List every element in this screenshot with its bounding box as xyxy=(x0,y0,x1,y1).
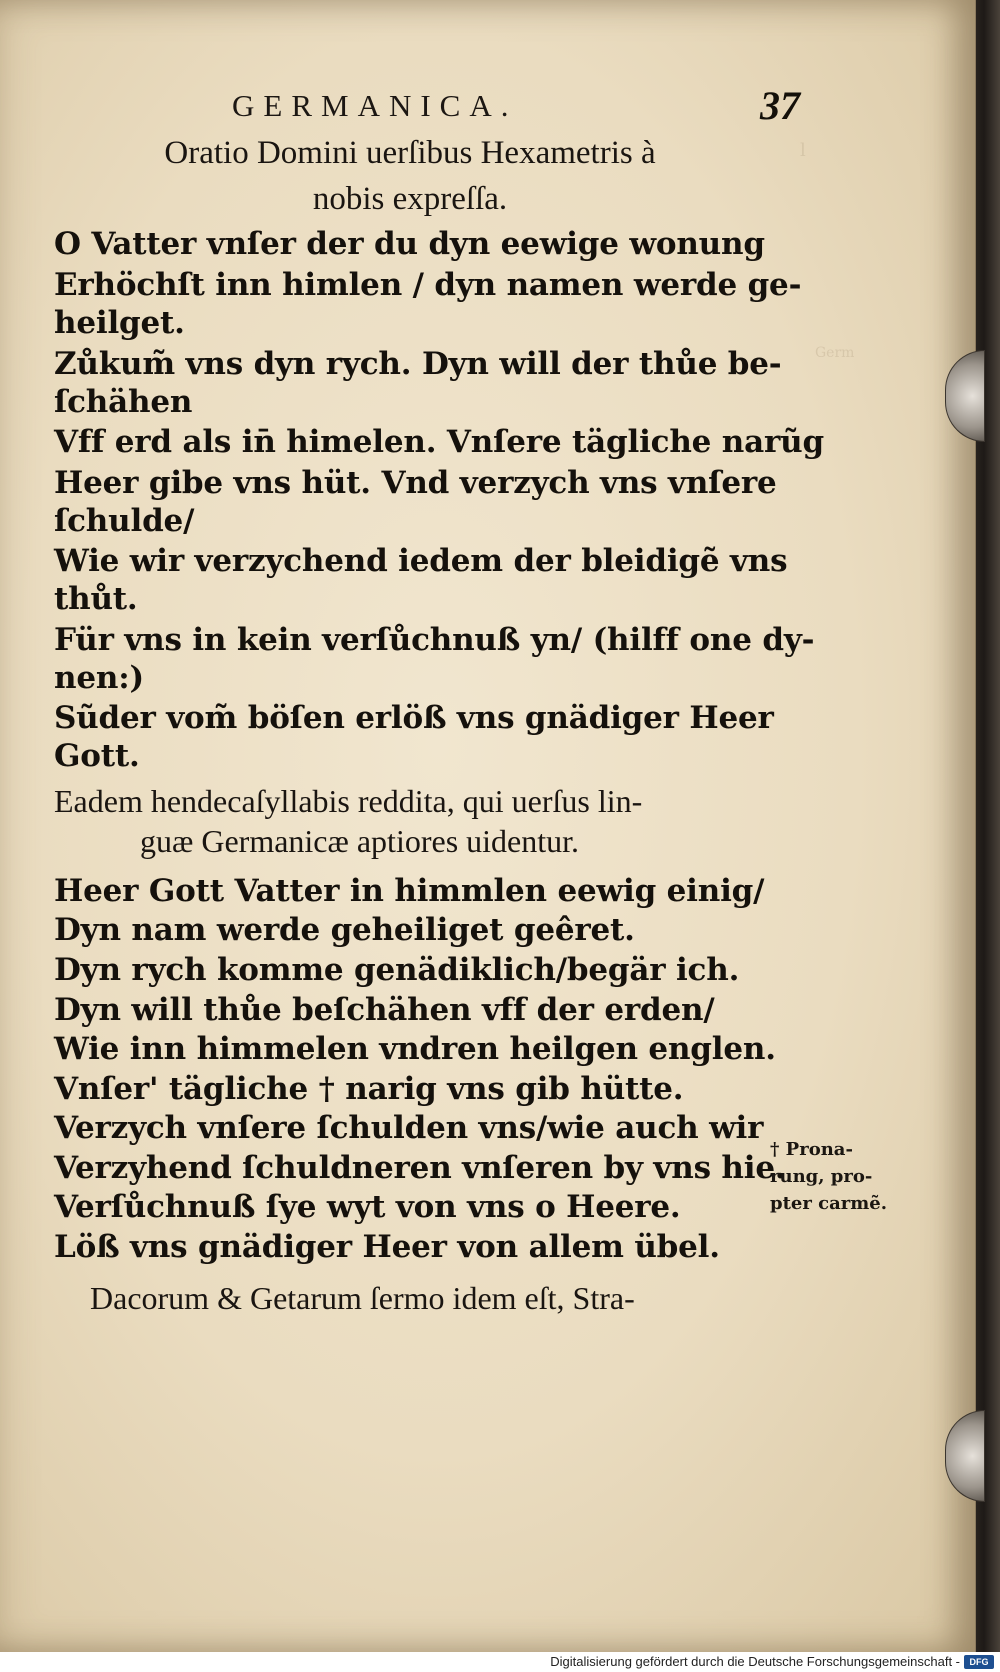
show-through-mark: Germ xyxy=(815,345,855,361)
verse-line: Gott. xyxy=(54,738,140,774)
verse-line: Verzych vnſere ſchulden vns/wie auch wir xyxy=(54,1110,764,1146)
verse-line: Wie inn himmelen vndren heilgen englen. xyxy=(54,1031,776,1067)
verse-line: nen:) xyxy=(54,660,144,696)
running-head: GERMANICA. xyxy=(232,88,518,123)
verse-line: Wie wir verzychend iedem der bleidigẽ vns xyxy=(54,543,788,579)
verse-line: Sũder vom̃ böſen erlöß vns gnädiger Heer xyxy=(54,700,774,736)
verse-line: Erhöchſt inn himlen / dyn namen werde ge- xyxy=(54,267,802,303)
section-heading-line: guæ Germanicæ aptiores uidentur. xyxy=(140,823,580,859)
verse-line: thůt. xyxy=(54,581,138,617)
verse-line: Vnſer' tägliche † narig vns gib hütte. xyxy=(54,1071,684,1107)
funding-credit: Digitalisierung gefördert durch die Deutsche Forschungsgemeinschaft - xyxy=(550,1654,960,1669)
section-heading xyxy=(70,130,750,222)
verse-line: Für vns in kein verſůchnuß yn/ (hilff one dy- xyxy=(54,622,815,658)
verse-line: heilget. xyxy=(54,305,185,341)
marginal-note xyxy=(770,1136,920,1217)
closing-line: Dacorum & Getarum ſermo idem eſt, Stra- xyxy=(90,1280,635,1316)
verse-line: Vff erd als in̄ himelen. Vnſere tägliche narũg xyxy=(54,424,824,460)
heading-line: nobis expreſſa. xyxy=(312,181,508,217)
marginal-note-line: pter carmẽ. xyxy=(770,1193,887,1214)
verse-line: Dyn rych komme genädiklich/begär ich. xyxy=(54,952,740,988)
verse-line: Heer gibe vns hüt. Vnd verzych vns vnſere xyxy=(54,465,777,501)
heading-line: Oratio Domini uerſibus Hexametris à xyxy=(164,135,656,171)
dfg-logo: DFG xyxy=(964,1655,994,1669)
verse-line: O Vatter vnſer der du dyn eewige wonung xyxy=(54,226,765,262)
verse-line: Verſůchnuß ſye wyt von vns o Heere. xyxy=(54,1189,681,1225)
verse-line: Dyn will thůe beſchähen vff der erden/ xyxy=(54,992,715,1028)
verse-line: ſchähen xyxy=(54,384,193,420)
show-through-mark: l xyxy=(800,140,806,161)
verse-line: Dyn nam werde geheiliget geêret. xyxy=(54,912,635,948)
verse-line: Löß vns gnädiger Heer von allem übel. xyxy=(54,1229,720,1265)
marginal-note-line: rung, pro- xyxy=(770,1166,873,1187)
marginal-note-line: † Prona- xyxy=(770,1139,853,1160)
verse-line: ſchulde/ xyxy=(54,503,195,539)
section-heading-line: Eadem hendecaſyllabis reddita, qui uerſus lin- xyxy=(54,783,643,819)
verse-line: Verzyhend ſchuldneren vnſeren by vns hie. xyxy=(54,1150,786,1186)
digitization-footer xyxy=(0,1652,1000,1672)
verse-line: Zůkum̃ vns dyn rych. Dyn will der thůe be- xyxy=(54,346,782,382)
verse-line: Heer Gott Vatter in himmlen eewig einig/ xyxy=(54,873,765,909)
page-number: 37 xyxy=(760,83,800,128)
